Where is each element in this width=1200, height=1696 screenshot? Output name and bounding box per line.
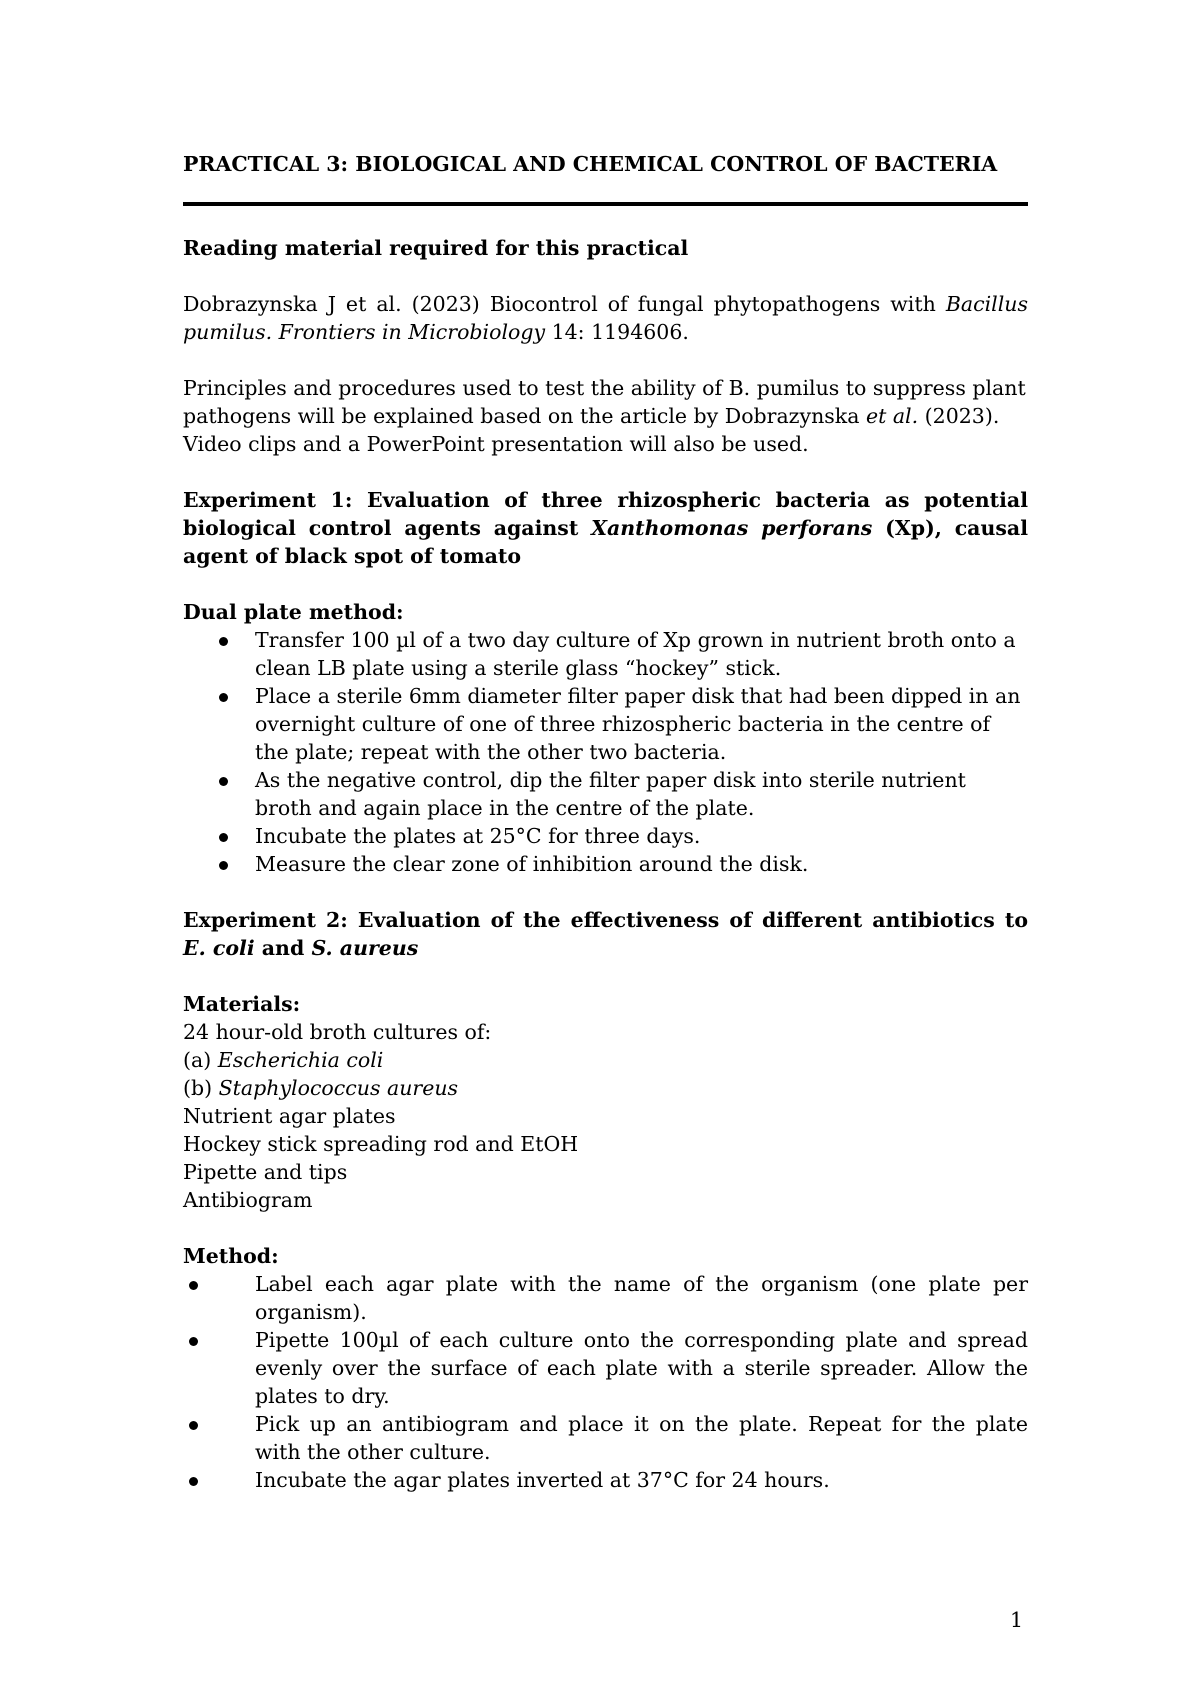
title-rule [183,202,1028,206]
page-number: 1 [1010,1608,1024,1632]
method-steps [183,1270,1028,1494]
list-item: Pipette 100µl of each culture onto the corresponding plate and spread evenly over the surface of each plate with a sterile spreader. Allow the plates to dry. [183,1326,1028,1410]
reading-citation [183,290,1028,346]
materials-intro: 24 hour-old broth cultures of: [183,1020,492,1044]
material-item: Nutrient agar plates [183,1104,396,1128]
citation-text: Dobrazynska J et al. (2023) Biocontrol of fungal phytopathogens with [183,292,946,316]
materials-heading: Materials: [183,992,301,1016]
document-body [183,150,1028,1494]
et-al: et al. [865,404,919,428]
dual-plate-heading: Dual plate method: [183,600,404,624]
list-item: Measure the clear zone of inhibition around the disk. [183,850,1028,878]
material-a: (a) Escherichia coli [183,1048,384,1072]
experiment-2-heading: Experiment 2: Evaluation of the effectiveness of different antibiotics to E. coli and S. aureus [183,908,1028,960]
material-b: (b) Staphylococcus aureus [183,1076,459,1100]
list-item: Place a sterile 6mm diameter filter paper disk that had been dipped in an overnight culture of one of three rhizospheric bacteria in the centre of the plate; repeat with the other two bacteria. [183,682,1028,766]
list-item: Pick up an antibiogram and place it on the plate. Repeat for the plate with the other culture. [183,1410,1028,1466]
xp-species: Xanthomonas perforans [591,516,873,540]
list-item: As the negative control, dip the filter paper disk into sterile nutrient broth and again place in the centre of the plate. [183,766,1028,822]
material-item: Hockey stick spreading rod and EtOH [183,1132,579,1156]
list-item: Label each agar plate with the name of the organism (one plate per organism). [183,1270,1028,1326]
citation-volume: 14: 1194606. [545,320,689,344]
list-item: Incubate the plates at 25°C for three days. [183,822,1028,850]
reading-paragraph: Principles and procedures used to test the ability of B. pumilus to suppress plant pathogens will be explained based on the article by Dobrazynska et al. (2023). Video clips and a PowerPoint presentation will also be used. [183,376,1026,456]
s-aureus-species: S. aureus [311,936,419,960]
reading-heading: Reading material required for this practical [183,236,689,260]
practical-title: PRACTICAL 3: BIOLOGICAL AND CHEMICAL CONTROL OF BACTERIA [183,152,998,176]
experiment-1-heading: Experiment 1: Evaluation of three rhizospheric bacteria as potential biological control agents against Xanthomonas perforans (Xp), causal agent of black spot of tomato [183,488,1028,568]
list-item: Incubate the agar plates inverted at 37°C for 24 hours. [183,1466,1028,1494]
material-item: Pipette and tips [183,1160,348,1184]
dual-plate-steps [183,626,1028,878]
citation-species: Bacillus pumilus. [183,292,1028,344]
e-coli-species: E. coli [183,936,255,960]
citation-journal: Frontiers in Microbiology [278,320,546,344]
material-item: Antibiogram [183,1188,313,1212]
method-heading: Method: [183,1244,279,1268]
list-item: Transfer 100 µl of a two day culture of Xp grown in nutrient broth onto a clean LB plate using a sterile glass “hockey” stick. [183,626,1028,682]
